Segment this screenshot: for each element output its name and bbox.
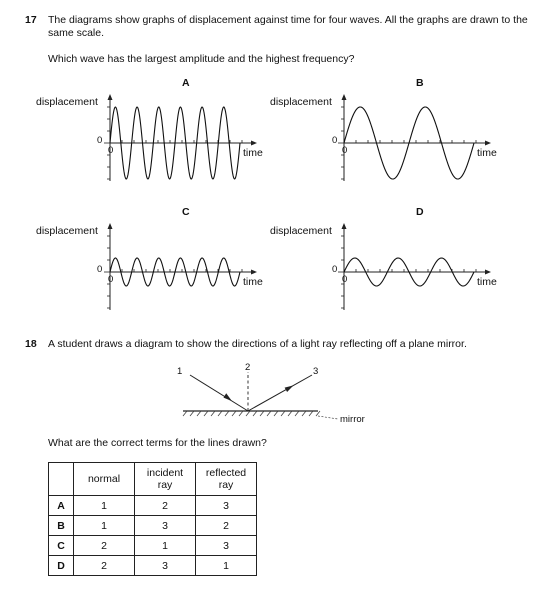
graph-a-y-arrow [108,94,113,100]
graph-c-y-arrow [108,223,113,229]
graph-c-zero-x: 0 [108,274,114,285]
mirror-label: mirror [340,414,365,425]
graph-d-zero-x: 0 [342,274,348,285]
graph-b-ylabel: displacement [270,96,332,108]
mirror-label-pointer [318,416,338,419]
table-header-incident-text: incident ray [146,467,184,491]
table-row [49,516,257,536]
graph-b-y-arrow [342,94,347,100]
option-d-letter: D [49,556,74,576]
option-a-letter: A [49,496,74,516]
question-18-intro: A student draws a diagram to show the directions of a light ray reflecting off a plane mirror. [48,338,467,350]
line-3-arrowhead [285,385,294,392]
graph-a-letter: A [182,77,190,89]
table-header-blank [49,463,74,496]
table-header-reflected-text: reflected ray [205,467,247,491]
table-header-reflected [196,463,257,496]
graph-a-zero-x: 0 [108,145,114,156]
line-1 [190,375,248,411]
graph-d-ylabel: displacement [270,225,332,237]
line-3-label: 3 [313,366,319,377]
option-c-incident: 1 [135,536,196,556]
graph-b-zero-x: 0 [342,145,348,156]
table-header-normal: normal [74,463,135,496]
option-b-incident: 3 [135,516,196,536]
option-a-normal: 1 [74,496,135,516]
graph-b-x-arrow [485,141,491,146]
graph-c-zero-y: 0 [97,264,103,275]
line-3 [248,375,312,411]
graph-d-letter: D [416,206,424,218]
option-c-normal: 2 [74,536,135,556]
graph-d-y-arrow [342,223,347,229]
option-a-incident: 2 [135,496,196,516]
table-header-incident [135,463,196,496]
question-17-prompt: Which wave has the largest amplitude and the highest frequency? [48,53,355,65]
line-2-label: 2 [245,362,251,373]
question-18-prompt: What are the correct terms for the lines drawn? [48,437,267,449]
question-17-number: 17 [25,14,37,26]
line-1-arrowhead [224,393,233,401]
line-1-label: 1 [177,366,183,377]
graph-c-x-arrow [251,270,257,275]
graph-a-xlabel: time [243,147,263,159]
graph-d-xlabel: time [477,276,497,288]
graph-b-letter: B [416,77,424,89]
question-17-intro: The diagrams show graphs of displacement against time for four waves. All the graphs are drawn to the same scale. [48,14,528,39]
graph-c-letter: C [182,206,190,218]
option-d-reflected: 1 [196,556,257,576]
question-18-number: 18 [25,338,37,350]
option-c-letter: C [49,536,74,556]
graph-a-ylabel: displacement [36,96,98,108]
graph-b-zero-y: 0 [332,135,338,146]
mirror-hatching [183,411,320,416]
graph-c-ylabel: displacement [36,225,98,237]
option-d-normal: 2 [74,556,135,576]
graph-c-xlabel: time [243,276,263,288]
option-b-reflected: 2 [196,516,257,536]
table-row [49,496,257,516]
graph-a-x-arrow [251,141,257,146]
option-a-reflected: 3 [196,496,257,516]
option-c-reflected: 3 [196,536,257,556]
graph-b-xlabel: time [477,147,497,159]
graph-d-zero-y: 0 [332,264,338,275]
option-b-normal: 1 [74,516,135,536]
table-row [49,556,257,576]
reflection-diagram [0,355,560,435]
graph-d-x-arrow [485,270,491,275]
table-header-row [49,463,257,496]
answer-table [48,462,257,576]
graph-a-zero-y: 0 [97,135,103,146]
option-b-letter: B [49,516,74,536]
table-row [49,536,257,556]
option-d-incident: 3 [135,556,196,576]
